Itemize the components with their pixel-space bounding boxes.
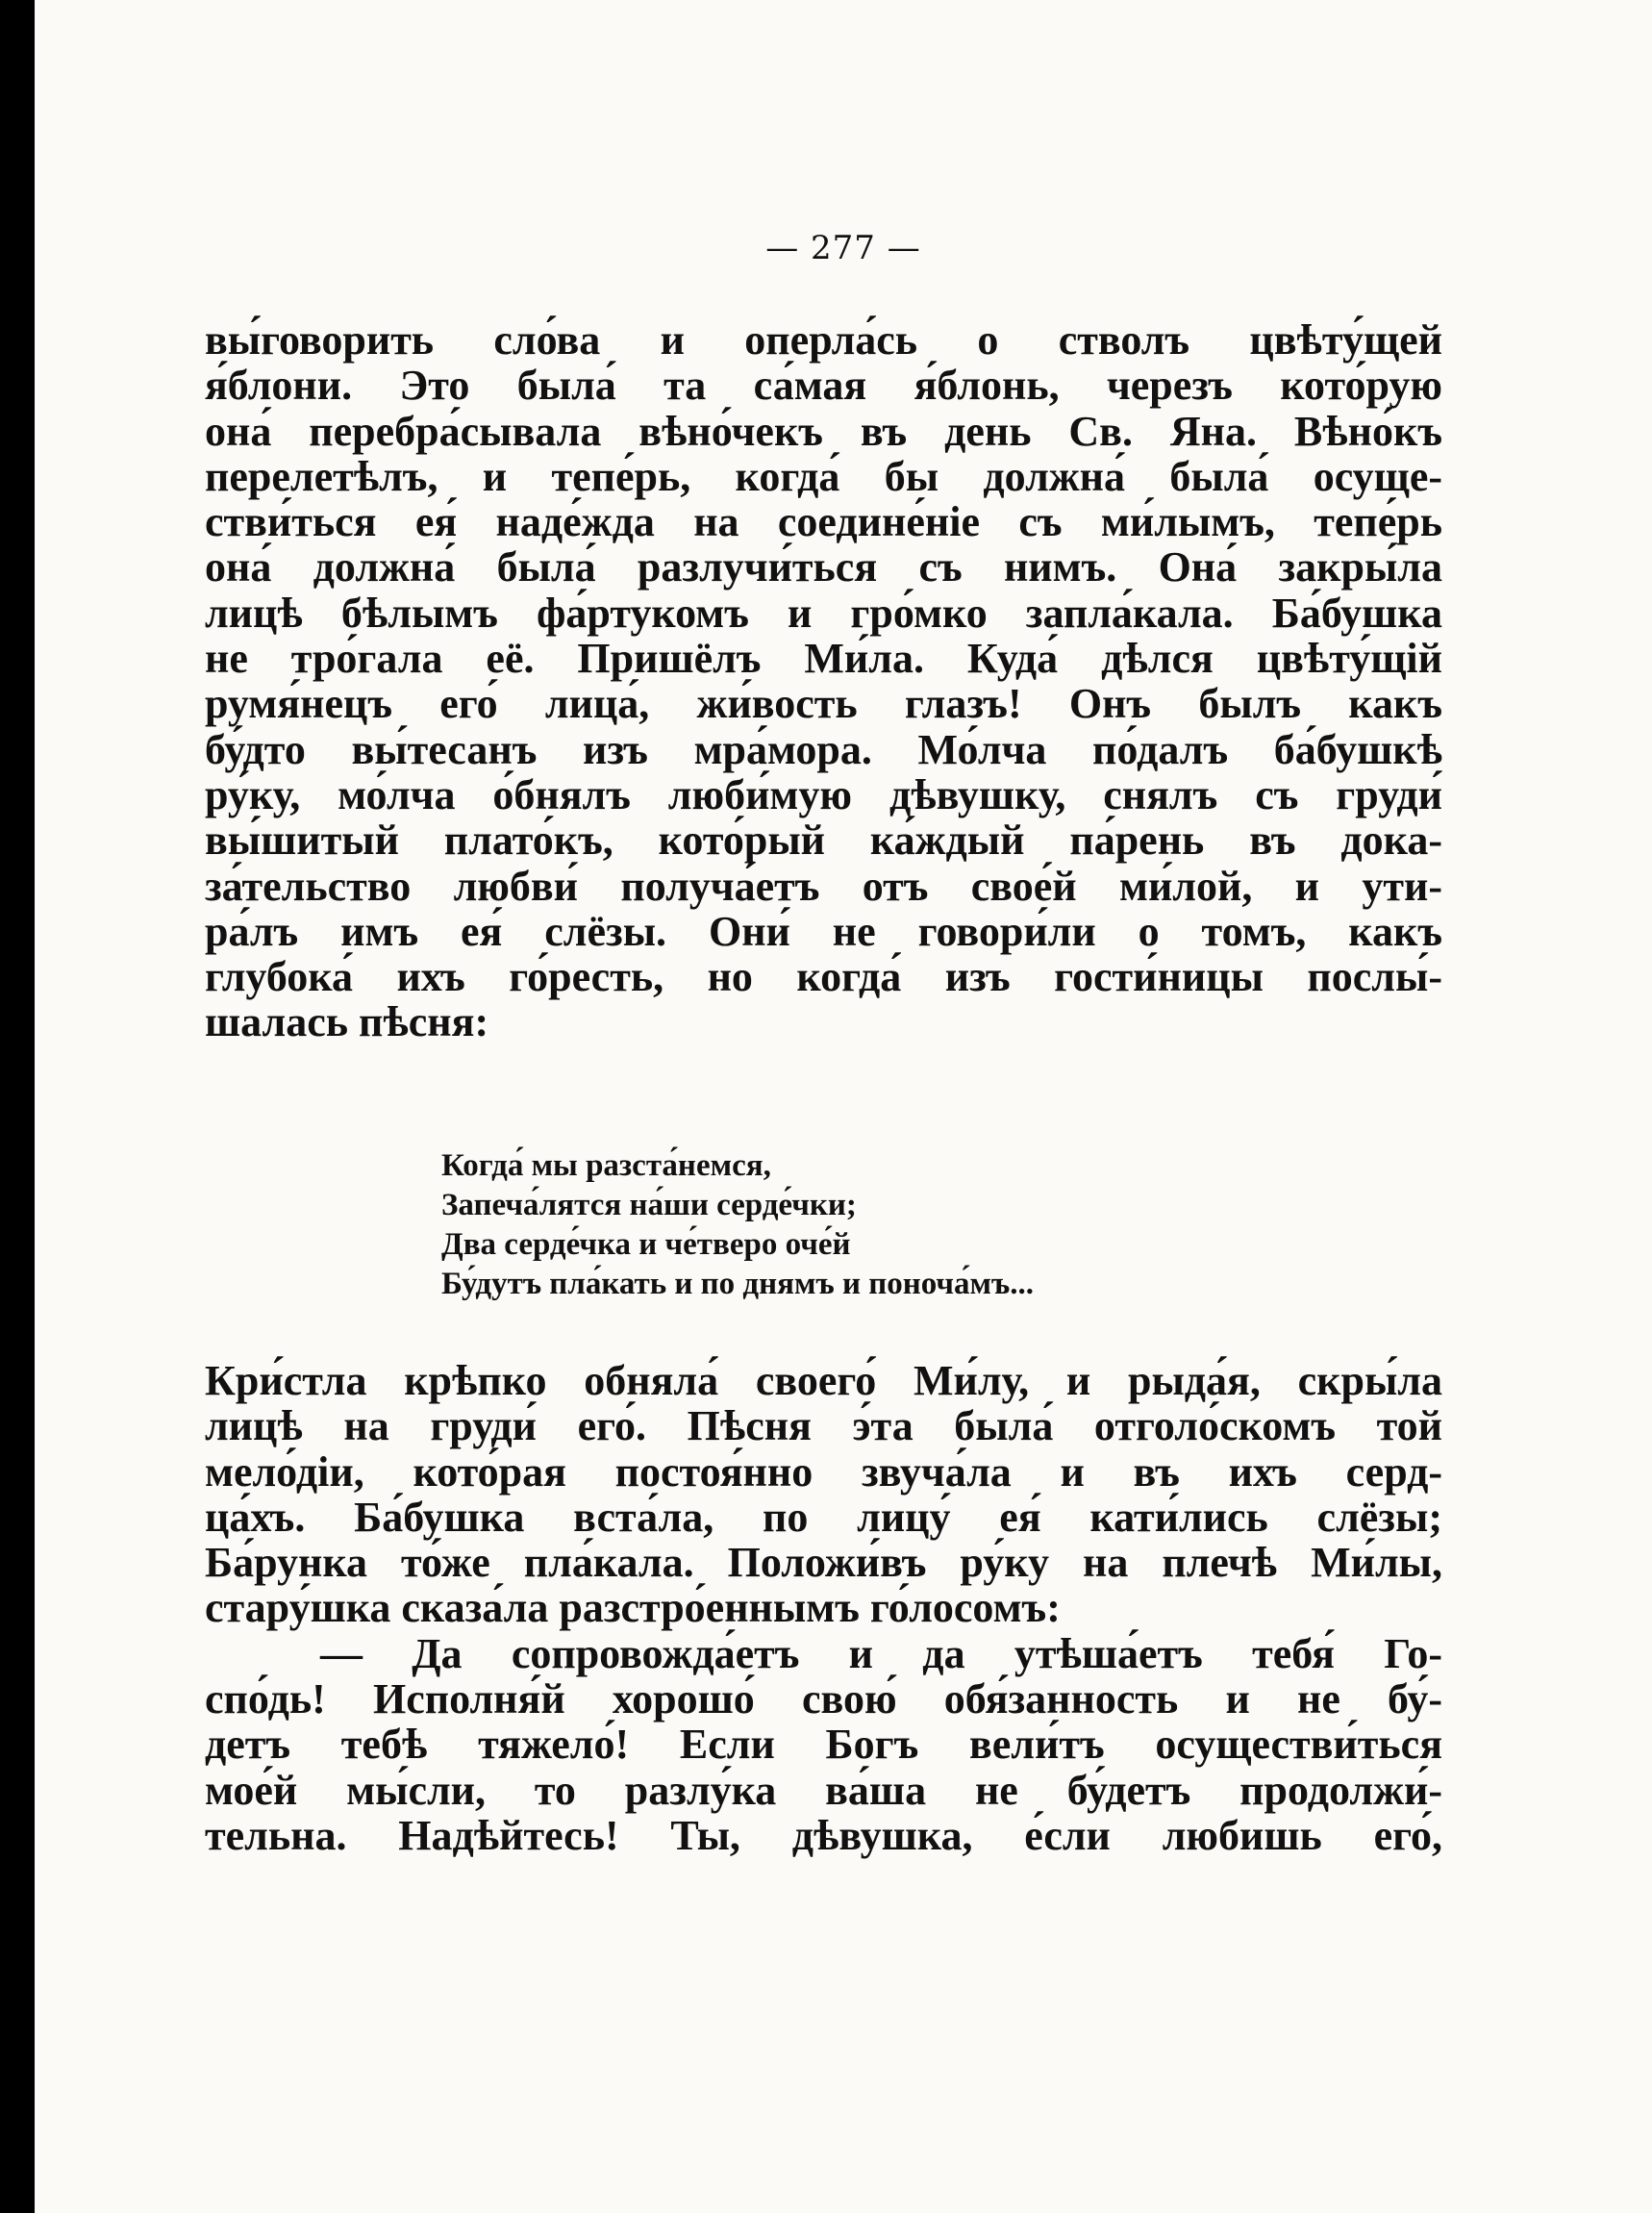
verse-line: Когда́ мы разста́немся, bbox=[441, 1148, 771, 1183]
text-line: шалась пѣсня: bbox=[205, 998, 489, 1046]
scan-border-left bbox=[0, 0, 35, 2213]
text-line: Ба́рунка то́же пла́кала. Положи́въ ру́ку на плечѣ Ми́лы, bbox=[205, 1539, 1442, 1587]
text-line: не тро́гала её. Пришёлъ Ми́ла. Куда́ дѣлся цвѣту́щій bbox=[205, 635, 1442, 683]
page-number: — 277 — bbox=[765, 229, 921, 267]
text-line: за́тельство любви́ получа́етъ отъ свое́й ми́лой, и ути- bbox=[205, 862, 1442, 910]
text-line: лицѣ на груди́ его́. Пѣсня э́та была́ отголо́скомъ той bbox=[205, 1402, 1442, 1450]
text-line: Кри́стла крѣпко обняла́ своего́ Ми́лу, и рыда́я, скры́ла bbox=[205, 1357, 1442, 1404]
text-line: стви́ться ея́ наде́жда на соедине́ніе съ ми́лымъ, тепе́рь bbox=[205, 498, 1442, 546]
text-line: вы́шитый плато́къ, кото́рый ка́ждый па́рень въ дока- bbox=[205, 817, 1442, 865]
verse-block bbox=[441, 1146, 1034, 1304]
text-line: румя́нецъ его́ лица́, жи́вость глазъ! Онъ былъ какъ bbox=[205, 680, 1442, 728]
paragraph-2 bbox=[205, 1358, 1442, 1858]
text-line: ру́ку, мо́лча о́бнялъ люби́мую дѣвушку, снялъ съ груди́ bbox=[205, 770, 1442, 818]
text-line: мело́діи, кото́рая постоя́нно звуча́ла и въ ихъ серд- bbox=[205, 1447, 1442, 1496]
text-line: стару́шка сказа́ла разстро́еннымъ го́лосомъ: bbox=[205, 1584, 1061, 1632]
text-line: перелетѣлъ, и тепе́рь, когда́ бы должна́ была́ осуще- bbox=[205, 452, 1442, 500]
book-page bbox=[35, 0, 1652, 2213]
text-line: — Да сопровожда́етъ и да утѣша́етъ тебя́ Го- bbox=[320, 1629, 1442, 1677]
text-line: я́блони. Это была́ та са́мая я́блонь, черезъ кото́рую bbox=[205, 362, 1442, 410]
text-line: ца́хъ. Ба́бушка вста́ла, по лицу́ ея́ кати́лись слёзы; bbox=[205, 1493, 1442, 1541]
verse-line: Два серде́чка и че́тверо оче́й bbox=[441, 1227, 851, 1262]
verse-line: Бу́дутъ пла́кать и по днямъ и поноча́мъ... bbox=[441, 1267, 1034, 1301]
verse-line: Запеча́лятся на́ши серде́чки; bbox=[441, 1188, 857, 1222]
text-line: лицѣ бѣлымъ фа́ртукомъ и гро́мко запла́кала. Ба́бушка bbox=[205, 589, 1442, 637]
text-line: вы́говорить сло́ва и оперла́сь о стволъ цвѣту́щей bbox=[205, 316, 1442, 364]
text-line: она́ перебра́сывала вѣно́чекъ въ день Св. Яна. Вѣно́къ bbox=[205, 407, 1442, 455]
text-line: ра́лъ имъ ея́ слёзы. Они́ не говори́ли о томъ, какъ bbox=[205, 907, 1442, 955]
text-line: тельна. Надѣйтесь! Ты, дѣвушка, е́сли любишь его́, bbox=[205, 1811, 1442, 1859]
text-line: детъ тебѣ тяжело́! Если Богъ вели́тъ осуществи́ться bbox=[205, 1721, 1442, 1769]
text-line: глубока́ ихъ го́ресть, но когда́ изъ гости́ницы послы́- bbox=[205, 953, 1442, 1001]
text-line: спо́дь! Исполня́й хорошо́ свою́ обя́занность и не бу́- bbox=[205, 1675, 1442, 1723]
text-line: мое́й мы́сли, то разлу́ка ва́ша не бу́детъ продолжи́- bbox=[205, 1766, 1442, 1814]
text-line: она́ должна́ была́ разлучи́ться съ нимъ. Она́ закры́ла bbox=[205, 543, 1442, 591]
text-line: бу́дто вы́тесанъ изъ мра́мора. Мо́лча по́далъ ба́бушкѣ bbox=[205, 725, 1442, 773]
paragraph-1 bbox=[205, 317, 1442, 1045]
